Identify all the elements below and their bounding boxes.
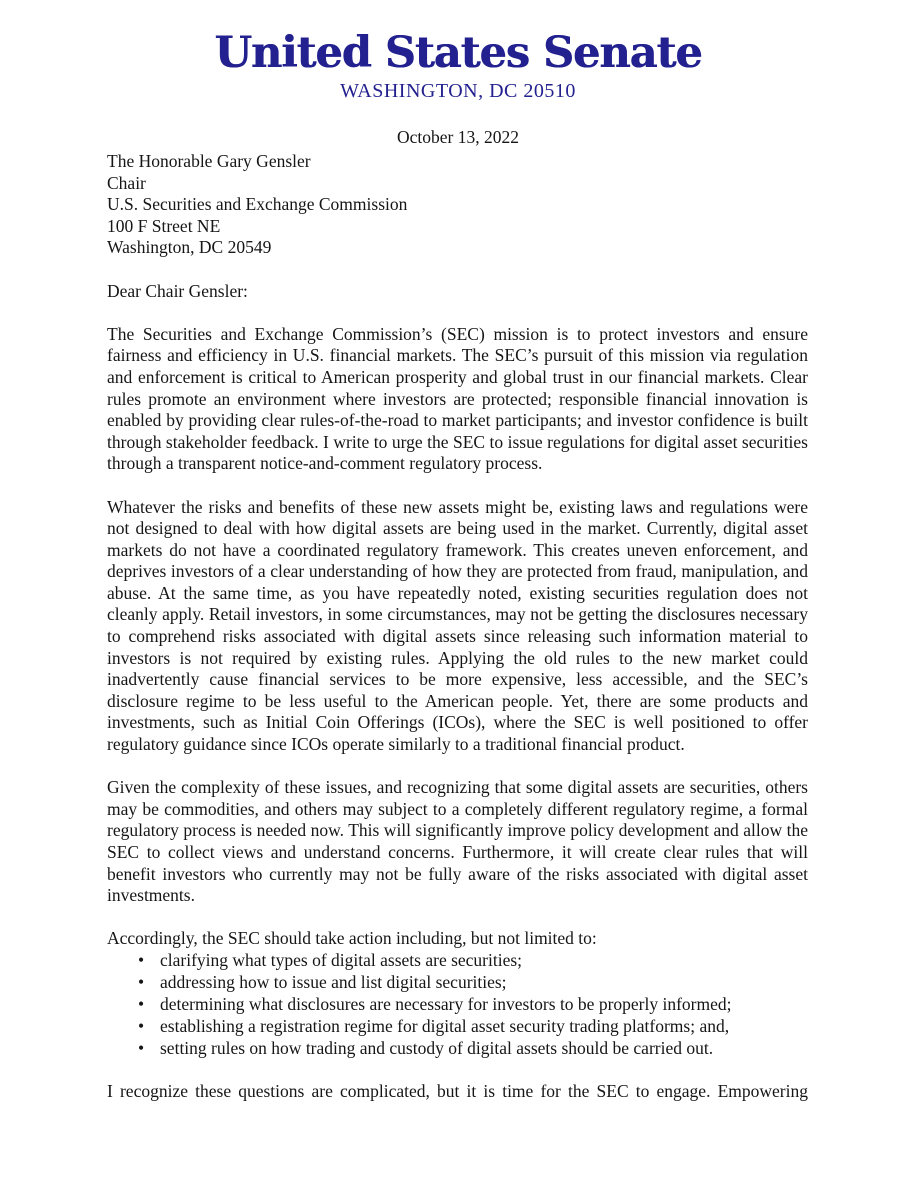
recipient-city: Washington, DC 20549 xyxy=(107,237,272,258)
bullet-item-registration: • establishing a registration regime for digital asset security trading platforms; and, xyxy=(107,1016,808,1038)
recipient-street: 100 F Street NE xyxy=(107,215,221,236)
recipient-name: The Honorable Gary Gensler xyxy=(107,151,311,171)
letter-date: October 13, 2022 xyxy=(397,127,519,147)
body-paragraph-1: The Securities and Exchange Commission’s (SEC) mission is to protect investors and ensure fairness and efficiency in U.S. financial markets. The SEC’s pursuit of this mission via regulation and enforcement is critical to American prosperity and global trust in our financial markets. Clear rules promote an environment where investors are protected; responsible financial innovation is enabled by providing clear rules-of-the-road to market participants; and investor confidence is built through stakeholder feedback. I write to urge the SEC to issue regulations for digital asset securities through a transparent notice-and-comment regulatory process. xyxy=(107,323,808,474)
action-bullet-list xyxy=(107,950,808,1060)
letterhead-city-line: WASHINGTON, DC 20510 xyxy=(340,80,576,102)
body-paragraph-2: Whatever the risks and benefits of these new assets might be, existing laws and regulations were not designed to deal with how digital assets are being used in the market. Currently, digital asset markets do not have a coordinated regulatory framework. This creates uneven enforcement, and deprives investors of a clear understanding of how they are protected from fraud, manipulation, and abuse. At the same time, as you have repeatedly noted, existing securities regulation does not cleanly apply. Retail investors, in some circumstances, may not be getting the disclosures necessary to comprehend risks associated with digital assets since releasing such information material to investors is not required by existing rules. Applying the old rules to the new market could inadvertently cause financial services to be more expensive, less accessible, and the SEC’s disclosure regime to be less useful to the American people. Yet, there are some products and investments, such as Initial Coin Offerings (ICOs), where the SEC is well positioned to offer regulatory guidance since ICOs operate similarly to a traditional financial product. xyxy=(107,496,808,755)
body-paragraph-3: Given the complexity of these issues, and recognizing that some digital assets are securities, others may be commodities, and others may subject to a completely different regulatory regime, a formal regulatory process is needed now. This will significantly improve policy development and allow the SEC to collect views and understand concerns. Furthermore, it will create clear rules that will benefit investors who currently may not be fully aware of the risks associated with digital asset investments. xyxy=(107,777,808,906)
bullet-item-trading-custody: • setting rules on how trading and custody of digital assets should be carried out. xyxy=(107,1038,808,1060)
bullet-item-securities: • clarifying what types of digital assets are securities; xyxy=(107,950,808,972)
closing-paragraph-line: I recognize these questions are complicated, but it is time for the SEC to engage. Empowering xyxy=(107,1081,808,1102)
letterhead xyxy=(0,0,916,103)
action-intro-line: Accordingly, the SEC should take action including, but not limited to: xyxy=(107,928,597,949)
recipient-organization: U.S. Securities and Exchange Commission xyxy=(107,194,408,215)
bullet-item-disclosures: • determining what disclosures are necessary for investors to be properly informed; xyxy=(107,994,808,1016)
letter-content xyxy=(107,151,808,1103)
recipient-address-block xyxy=(107,151,808,259)
letterhead-organization: United States Senate xyxy=(214,28,702,78)
salutation: Dear Chair Gensler: xyxy=(107,280,248,301)
recipient-title: Chair xyxy=(107,172,146,193)
bullet-item-issue-list: • addressing how to issue and list digital securities; xyxy=(107,972,808,994)
